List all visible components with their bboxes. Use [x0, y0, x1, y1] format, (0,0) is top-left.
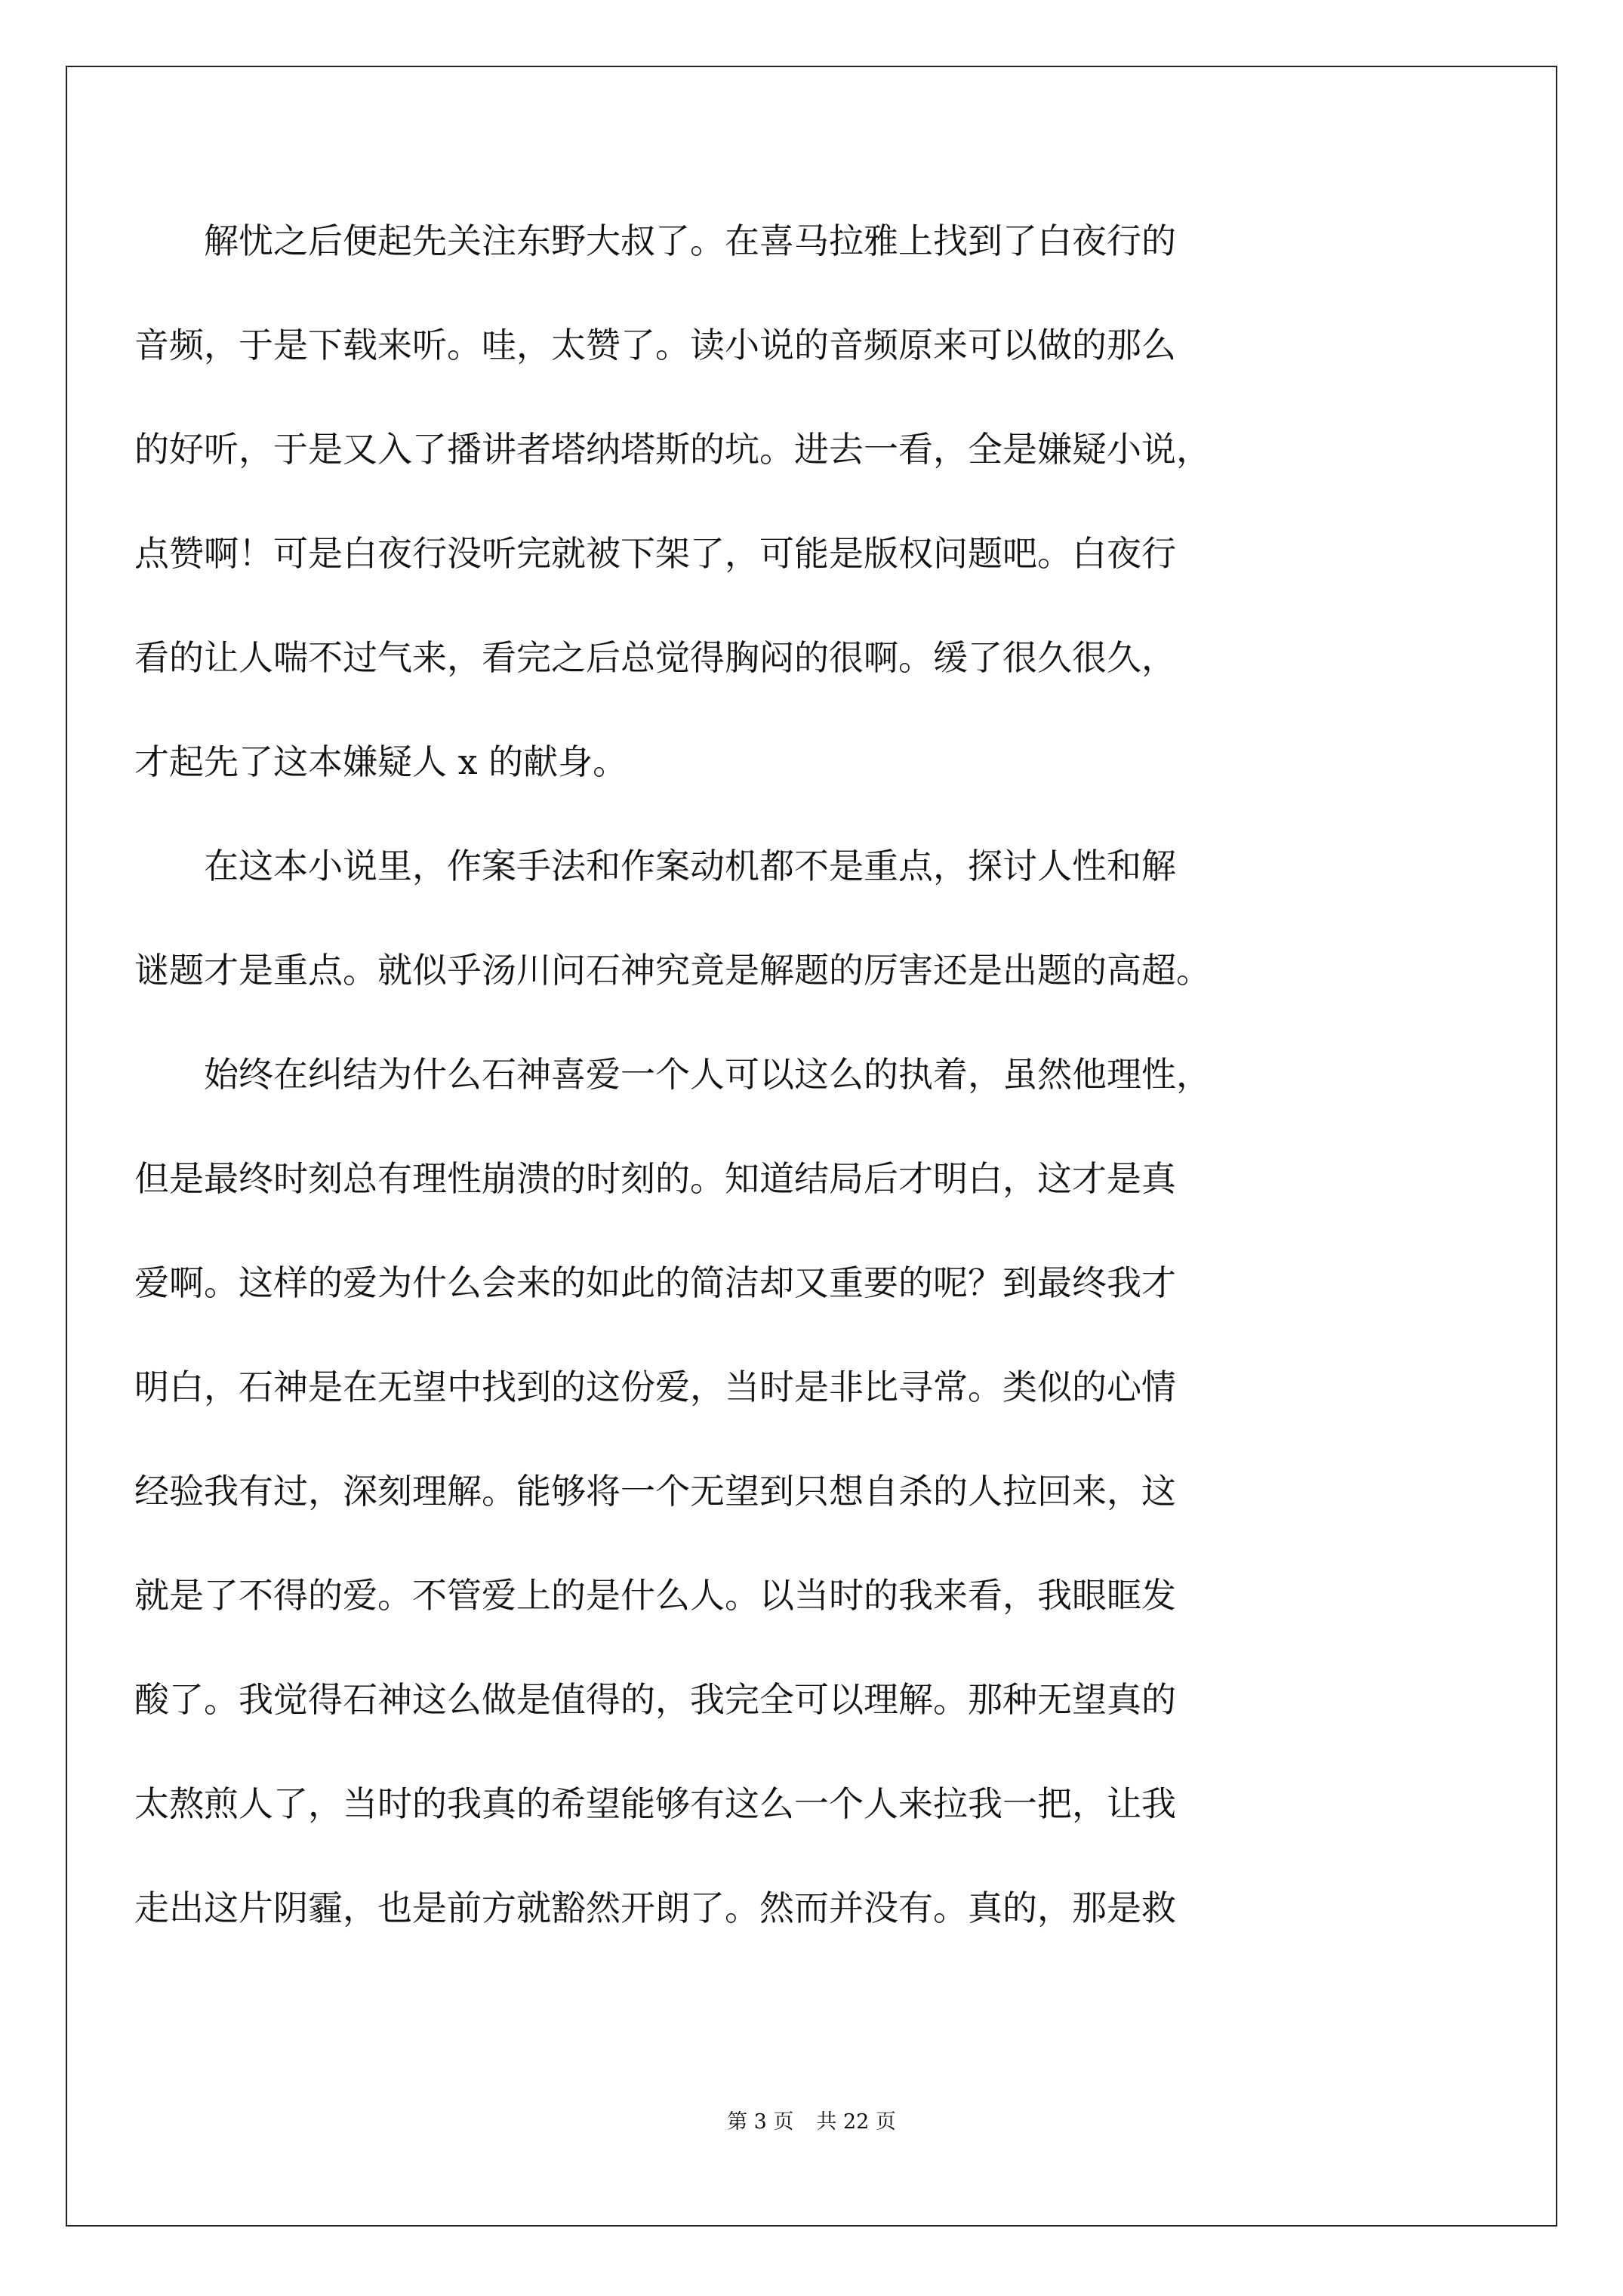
text-line: 但是最终时刻总有理性崩溃的时刻的。知道结局后才明白，这才是真 [134, 1158, 1176, 1199]
text-line: 爱啊。这样的爱为什么会来的如此的简洁却又重要的呢？到最终我才 [134, 1262, 1176, 1303]
page-footer [0, 2105, 1623, 2134]
text-line: 太熬煎人了，当时的我真的希望能够有这么一个人来拉我一把，让我 [134, 1783, 1176, 1824]
text-line: 走出这片阴霾，也是前方就豁然开朗了。然而并没有。真的，那是救 [134, 1888, 1176, 1928]
text-line: 音频，于是下载来听。哇，太赞了。读小说的音频原来可以做的那么 [134, 325, 1176, 365]
text-line: 的好听，于是又入了播讲者塔纳塔斯的坑。进去一看，全是嫌疑小说， [134, 429, 1211, 470]
text-line: 解忧之后便起先关注东野大叔了。在喜马拉雅上找到了白夜行的 [204, 220, 1176, 261]
text-line: 明白，石神是在无望中找到的这份爱，当时是非比寻常。类似的心情 [134, 1367, 1176, 1407]
text-line: 谜题才是重点。就似乎汤川问石神究竟是解题的厉害还是出题的高超。 [134, 950, 1211, 991]
document-body [134, 189, 1501, 1960]
text-line: 就是了不得的爱。不管爱上的是什么人。以当时的我来看，我眼眶发 [134, 1575, 1176, 1616]
page-number: 第 3 页 [727, 2110, 794, 2134]
text-line: 点赞啊！可是白夜行没听完就被下架了，可能是版权问题吧。白夜行 [134, 533, 1176, 574]
text-line: 酸了。我觉得石神这么做是值得的，我完全可以理解。那种无望真的 [134, 1679, 1176, 1720]
page-total: 共 22 页 [816, 2110, 896, 2134]
text-line: 始终在纠结为什么石神喜爱一个人可以这么的执着，虽然他理性， [204, 1054, 1211, 1095]
text-line: 在这本小说里，作案手法和作案动机都不是重点，探讨人性和解 [204, 846, 1176, 886]
text-line: 经验我有过，深刻理解。能够将一个无望到只想自杀的人拉回来，这 [134, 1471, 1176, 1512]
text-line: 才起先了这本嫌疑人 x 的献身。 [134, 741, 628, 782]
text-line: 看的让人喘不过气来，看完之后总觉得胸闷的很啊。缓了很久很久， [134, 637, 1176, 678]
